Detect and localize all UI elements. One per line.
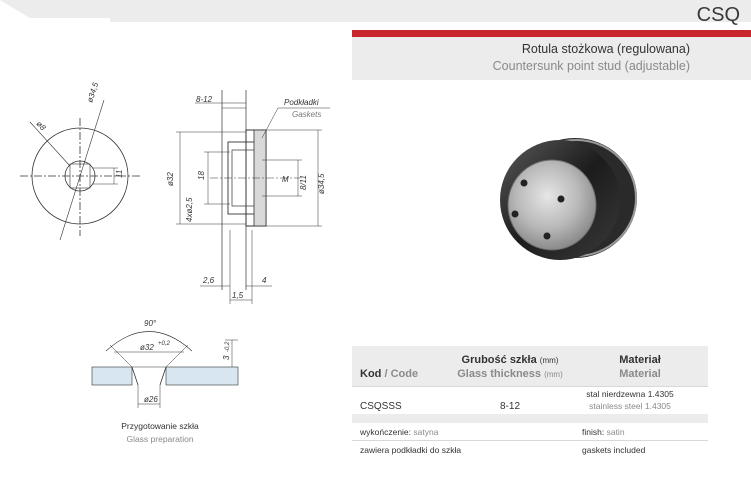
th-thickness-en <box>440 368 580 380</box>
product-name-en: Countersunk point stud (adjustable) <box>492 59 690 73</box>
label-d4x25: 4xø2,5 <box>185 197 194 222</box>
glass-prep-drawing <box>85 310 260 420</box>
th-code-pl: Kod <box>360 368 382 380</box>
product-name-pl: Rotula stożkowa (regulowana) <box>521 42 690 56</box>
label-d345-right: ø34,5 <box>317 173 326 194</box>
label-d345-left: ø34,5 <box>85 81 101 104</box>
label-gaskets-en: Gaskets <box>292 110 322 119</box>
label-d32: ø32 <box>166 172 175 186</box>
glass-prep-caption-pl: Przygotowanie szkła <box>121 421 199 431</box>
row-spacer <box>352 414 708 423</box>
row-divider <box>352 386 708 387</box>
top-band-notch <box>0 0 130 24</box>
row-material-pl: stal nierdzewna 1.4305 <box>586 389 674 399</box>
th-thickness-pl <box>440 354 580 366</box>
row-code: CSQSSS <box>360 401 402 412</box>
prep-d26: ø26 <box>144 395 158 404</box>
technical-drawing <box>0 80 350 310</box>
finish-value-pl: satyna <box>413 427 439 437</box>
th-code: Kod / Code <box>360 368 419 380</box>
product-photo <box>490 120 640 270</box>
label-d8: ø8 <box>34 119 48 133</box>
th-thickness-en-text: Glass thickness <box>457 368 542 380</box>
label-d18: 18 <box>197 171 206 180</box>
prep-d32: ø32 <box>140 343 154 352</box>
gaskets-pl: zawiera podkładki do szkła <box>360 445 462 455</box>
table-header <box>352 346 708 386</box>
prep-depth: 3 <box>222 355 231 360</box>
prep-angle: 90° <box>144 319 157 328</box>
accent-bar <box>352 30 751 37</box>
th-material-en: Material <box>619 368 661 380</box>
label-d811: 8/11 <box>299 175 308 190</box>
gaskets-en: gaskets included <box>582 445 646 455</box>
finish-label-pl: wykończenie: <box>360 427 412 437</box>
label-gap: 8-12 <box>196 95 213 104</box>
label-d11: 11 <box>115 169 124 178</box>
th-code-en: Code <box>390 368 419 380</box>
prep-d32-tol: +0,2 <box>158 341 170 347</box>
th-thickness-pl-unit: (mm) <box>539 356 559 365</box>
th-thickness-en-unit: (mm) <box>544 370 563 379</box>
glass-prep-caption-en: Glass preparation <box>126 434 194 444</box>
th-thickness-pl-text: Grubość szkła <box>461 354 537 366</box>
prep-depth-tol: -0,2 <box>225 341 231 352</box>
label-t15: 1,5 <box>232 291 244 300</box>
label-thread: M <box>282 175 289 184</box>
finish-en <box>582 427 625 437</box>
product-code-title: CSQ <box>696 4 740 26</box>
label-t26: 2,6 <box>203 276 215 285</box>
finish-value-en: satin <box>606 427 625 437</box>
row-material-en: stainless steel 1.4305 <box>589 401 671 411</box>
finish-label-en: finish: <box>582 427 605 437</box>
side-view <box>176 90 330 304</box>
row-divider-2 <box>352 440 708 441</box>
label-gaskets-pl: Podkładki <box>284 98 319 107</box>
row-thickness: 8-12 <box>499 401 520 412</box>
finish-pl <box>360 427 438 437</box>
th-material-pl: Materiał <box>619 354 661 366</box>
label-t4: 4 <box>262 276 267 285</box>
